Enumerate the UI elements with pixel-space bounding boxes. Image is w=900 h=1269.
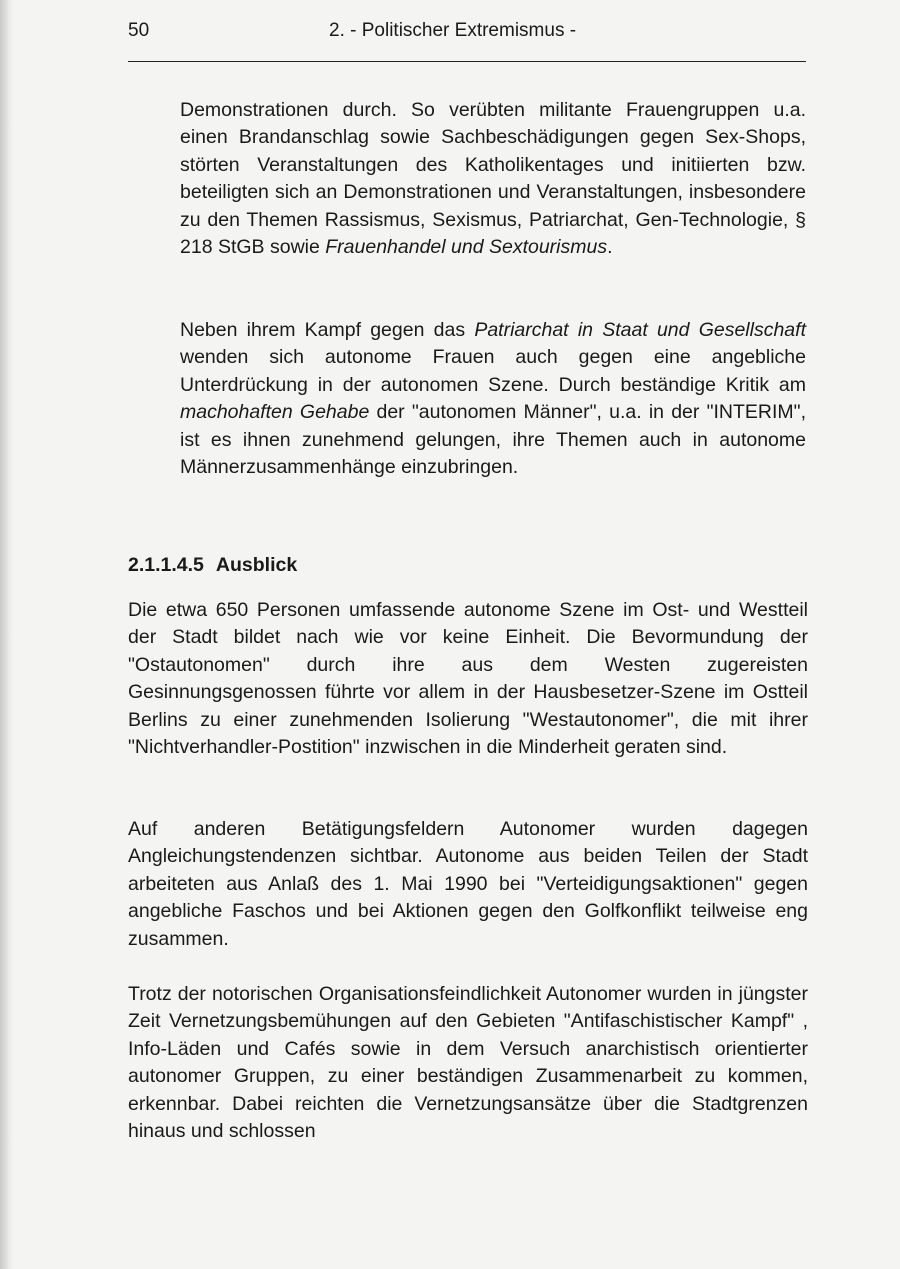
section-number: 2.1.1.4.5	[128, 554, 204, 576]
paragraph-5: Trotz der notorischen Organisationsfeindlichkeit Autonomer wurden in jüngster Zeit Vernetzungsbemühungen auf den Gebieten "Antifaschistischer Kampf" , Info-Läden und Cafés sowie in dem Versuch anarchistisch orientierter autonomer Gruppen, zu einer beständigen Zusammenarbeit zu kommen, erkennbar. Dabei reichten die Vernetzungsansätze über die Stadtgrenzen hinaus und schlossen	[128, 983, 808, 1143]
section-title: Ausblick	[215, 554, 298, 576]
page-header	[128, 18, 806, 48]
paragraph-2	[180, 317, 806, 481]
running-title: 2. - Politischer Extremismus -	[329, 20, 577, 41]
paragraph-1-end: .	[607, 236, 613, 259]
paragraph-1	[180, 97, 806, 261]
scan-binding-edge	[0, 0, 14, 1269]
paragraph-4: Auf anderen Betätigungsfeldern Autonomer wurden dagegen Angleichungstendenzen sichtbar. Autonome aus beiden Teilen der Stadt arbeiteten aus Anlaß des 1. Mai 1990 bei "Verteidigungsaktionen" gegen angebliche Faschos und bei Aktionen gegen den Golfkonflikt teilweise eng zusammen.	[128, 818, 808, 950]
page-number: 50	[128, 20, 150, 41]
header-rule	[128, 61, 806, 62]
paragraph-3: Die etwa 650 Personen umfassende autonome Szene im Ost- und Westteil der Stadt bildet nach wie vor keine Einheit. Die Bevormundung der "Ostautonomen" durch ihre aus dem Westen zugereisten Gesinnungsgenossen führte vor allem in der Hausbesetzer-Szene im Ostteil Berlins zu einer zunehmenden Isolierung "Westautonomer", die mit ihrer "Nichtverhandler-Postition" inzwischen in die Minderheit geraten sind.	[128, 599, 808, 759]
paragraph-2-text-a: Neben ihrem Kampf gegen das	[180, 319, 475, 341]
paragraph-1-text: Demonstrationen durch. So verübten militante Frauengruppen u.a. einen Brandanschlag sowie Sachbeschädigungen gegen Sex-Shops, störten Veranstaltungen des Katholikentages und initiierten bzw. beteiligten sich an Demonstrationen und Veranstaltungen, insbesondere zu den Themen Rassismus, Sexismus, Patriarchat, Gen-Technologie, § 218 StGB sowie	[180, 99, 806, 259]
paragraph-2-italic-1: Patriarchat in Staat und Gesellschaft	[474, 319, 806, 341]
paragraph-2-text-b: wenden sich autonome Frauen auch gegen eine angebliche Unterdrückung in der autonomen Szene. Durch beständige Kritik am	[180, 346, 806, 396]
paragraph-2-italic-2: machohaften Gehabe	[180, 401, 370, 424]
section-heading	[128, 554, 297, 577]
paragraph-1-italic: Frauenhandel und Sextourismus	[325, 236, 608, 259]
paragraph-2-text-c: der "autonomen Männer", u.a. in der "INTERIM", ist es ihnen zunehmend gelungen, ihre Themen auch in autonome Männerzusammenhänge einzubringen.	[180, 401, 806, 479]
